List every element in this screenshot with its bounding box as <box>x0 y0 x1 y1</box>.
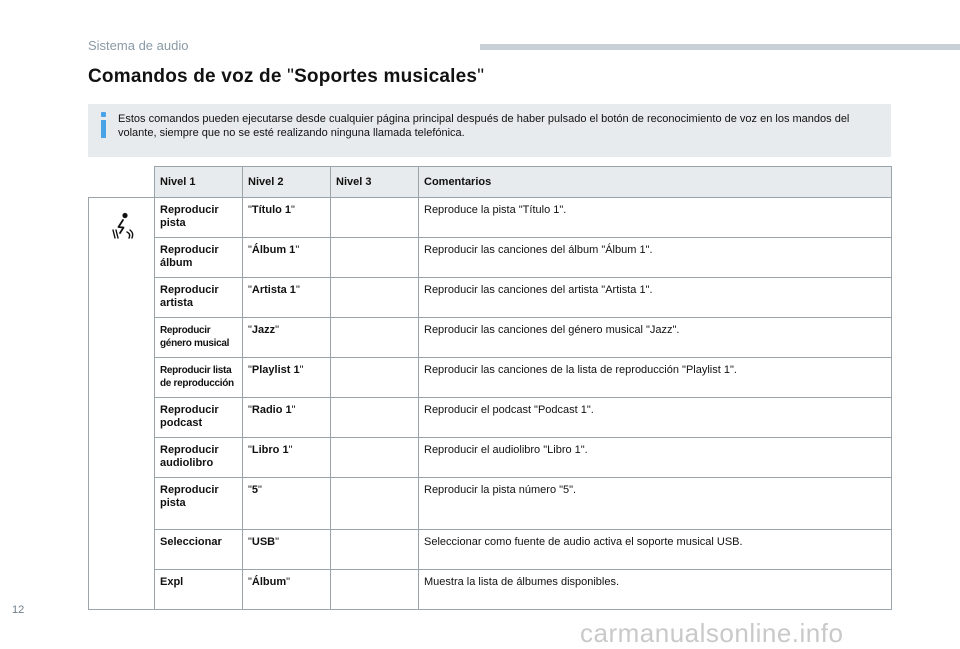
row-level-1: Reproducir artista <box>155 278 243 318</box>
table-row <box>89 398 892 438</box>
table-row <box>89 238 892 278</box>
row-comment: Seleccionar como fuente de audio activa el soporte musical USB. <box>419 530 892 570</box>
row-comment: Reproduce la pista "Título 1". <box>419 198 892 238</box>
row-level-2: "5" <box>243 478 331 530</box>
table-row <box>89 318 892 358</box>
row-level-3 <box>331 438 419 478</box>
row-level-3 <box>331 278 419 318</box>
table-row <box>89 478 892 530</box>
row-level-3 <box>331 318 419 358</box>
info-note <box>88 104 891 157</box>
table-row <box>89 278 892 318</box>
title-close-quote: " <box>477 66 485 87</box>
row-level-2: "Álbum" <box>243 570 331 610</box>
row-level-2: "Jazz" <box>243 318 331 358</box>
row-level-3 <box>331 570 419 610</box>
row-comment: Muestra la lista de álbumes disponibles. <box>419 570 892 610</box>
row-level-1: Reproducir audiolibro <box>155 438 243 478</box>
row-level-1: Reproducir pista <box>155 198 243 238</box>
header-level-1: Nivel 1 <box>155 167 243 198</box>
row-level-3 <box>331 398 419 438</box>
title-subject: Soportes musicales <box>294 66 478 87</box>
row-level-3 <box>331 478 419 530</box>
row-level-2: "Libro 1" <box>243 438 331 478</box>
row-level-2: "Álbum 1" <box>243 238 331 278</box>
watermark: carmanualsonline.info <box>580 618 844 648</box>
row-level-1: Reproducir pista <box>155 478 243 530</box>
row-level-1: Reproducir podcast <box>155 398 243 438</box>
row-comment: Reproducir el audiolibro "Libro 1". <box>419 438 892 478</box>
row-comment: Reproducir las canciones del género musical "Jazz". <box>419 318 892 358</box>
header-level-2: Nivel 2 <box>243 167 331 198</box>
table-row <box>89 358 892 398</box>
page-number: 12 <box>12 604 25 616</box>
row-level-2: "Radio 1" <box>243 398 331 438</box>
row-level-2: "USB" <box>243 530 331 570</box>
row-level-1: Reproducir álbum <box>155 238 243 278</box>
table-row <box>89 530 892 570</box>
row-level-1: Expl <box>155 570 243 610</box>
row-level-1: Reproducir género musical <box>155 318 243 358</box>
title-main: Comandos de voz de <box>88 66 288 87</box>
header-comments: Comentarios <box>419 167 892 198</box>
header-bar <box>480 44 960 50</box>
row-comment: Reproducir las canciones de la lista de reproducción "Playlist 1". <box>419 358 892 398</box>
row-level-3 <box>331 198 419 238</box>
row-comment: Reproducir el podcast "Podcast 1". <box>419 398 892 438</box>
section-label: Sistema de audio <box>88 38 189 53</box>
icon-cell <box>89 198 155 610</box>
header-level-3: Nivel 3 <box>331 167 419 198</box>
page-title <box>88 66 484 88</box>
row-level-2: "Playlist 1" <box>243 358 331 398</box>
header-blank <box>89 167 155 198</box>
row-level-1: Seleccionar <box>155 530 243 570</box>
row-level-3 <box>331 530 419 570</box>
row-comment: Reproducir las canciones del álbum "Álbum 1". <box>419 238 892 278</box>
row-level-3 <box>331 238 419 278</box>
table-row <box>89 198 892 238</box>
row-level-2: "Artista 1" <box>243 278 331 318</box>
table-row <box>89 570 892 610</box>
table-row <box>89 438 892 478</box>
info-icon <box>97 112 110 140</box>
voice-commands-table <box>88 166 892 610</box>
row-level-2: "Título 1" <box>243 198 331 238</box>
row-level-3 <box>331 358 419 398</box>
row-comment: Reproducir las canciones del artista "Artista 1". <box>419 278 892 318</box>
row-level-1: Reproducir lista de reproducción <box>155 358 243 398</box>
title-open-quote: " <box>287 66 295 87</box>
info-note-text: Estos comandos pueden ejecutarse desde cualquier página principal después de haber pulsado el botón de reconocimiento de voz en los mandos del volante, siempre que no se esté realizando ninguna llamada telefónica. <box>118 113 850 139</box>
table-header-row <box>89 167 892 198</box>
voice-command-icon <box>110 212 134 240</box>
row-comment: Reproducir la pista número "5". <box>419 478 892 530</box>
